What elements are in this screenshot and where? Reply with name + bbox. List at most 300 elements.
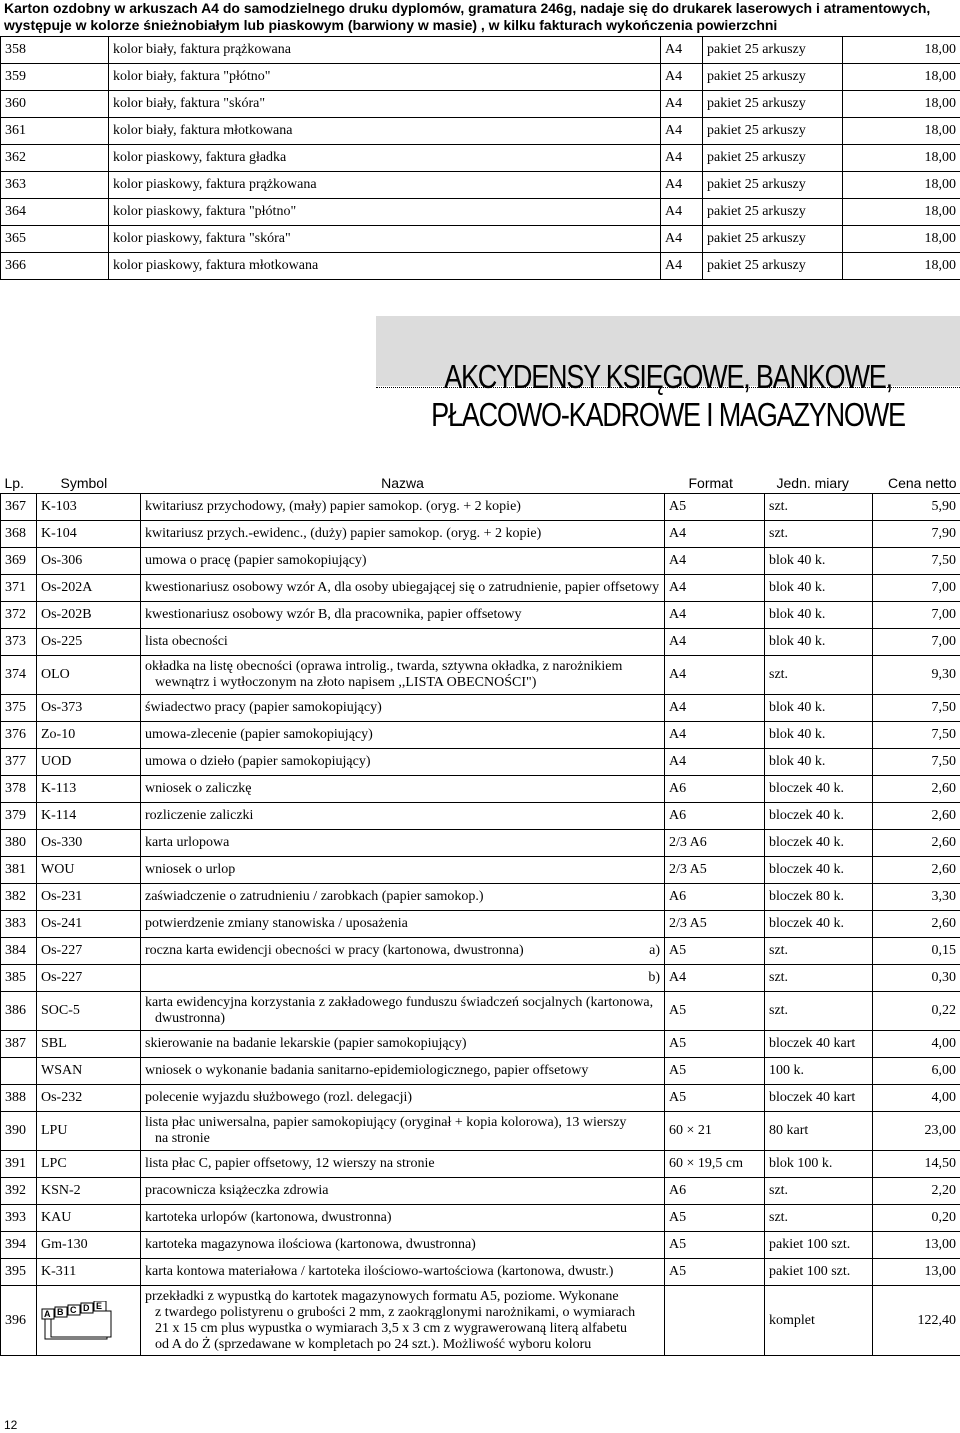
index-tabs-icon bbox=[41, 1301, 115, 1341]
row-symbol: Os-306 bbox=[37, 548, 141, 575]
row-name-text bbox=[145, 526, 541, 542]
row-name: kolor piaskowy, faktura gładka bbox=[109, 145, 661, 172]
row-unit: blok 40 k. bbox=[765, 575, 873, 602]
row-name bbox=[141, 803, 665, 830]
row-lp: 394 bbox=[1, 1232, 37, 1259]
table-row bbox=[1, 602, 960, 629]
row-symbol: WOU bbox=[37, 857, 141, 884]
svg-text:B: B bbox=[57, 1306, 64, 1317]
row-name bbox=[141, 884, 665, 911]
row-name-line: przekładki z wypustką do kartotek magazynowych formatu A5, poziome. Wykonane bbox=[145, 1288, 619, 1304]
row-format: A4 bbox=[665, 602, 765, 629]
row-unit: bloczek 80 k. bbox=[765, 884, 873, 911]
row-unit: pakiet 25 arkuszy bbox=[703, 172, 843, 199]
row-lp: 368 bbox=[1, 521, 37, 548]
row-price: 4,00 bbox=[873, 1031, 960, 1058]
row-name-text bbox=[145, 1036, 466, 1052]
row-price: 2,60 bbox=[873, 911, 960, 938]
row-format: A4 bbox=[665, 749, 765, 776]
intro-text: Karton ozdobny w arkuszach A4 do samodzielnego druku dyplomów, gramatura 246g, nadaje się do drukarek laserowych i atramentowych, występuje w kolorze śnieżnobiałym lub piaskowym (barwiony w masie) , w kilku fakturach wykończenia powierzchni bbox=[4, 0, 931, 33]
row-format: A4 bbox=[665, 548, 765, 575]
row-name: kolor biały, faktura prążkowana bbox=[109, 37, 661, 64]
svg-text:A: A bbox=[44, 1308, 51, 1319]
row-unit: pakiet 25 arkuszy bbox=[703, 226, 843, 253]
row-unit: pakiet 25 arkuszy bbox=[703, 253, 843, 280]
row-unit: pakiet 25 arkuszy bbox=[703, 199, 843, 226]
row-name bbox=[141, 1151, 665, 1178]
row-lp: 377 bbox=[1, 749, 37, 776]
row-name bbox=[141, 965, 665, 992]
row-name: kolor piaskowy, faktura "skóra" bbox=[109, 226, 661, 253]
row-format: A5 bbox=[665, 494, 765, 521]
table-row bbox=[1, 1259, 960, 1286]
row-format: A4 bbox=[661, 172, 703, 199]
row-symbol-icon-cell bbox=[37, 1286, 141, 1356]
row-name-text bbox=[145, 943, 524, 959]
row-format: A4 bbox=[661, 199, 703, 226]
table-row bbox=[1, 1085, 960, 1112]
row-lp: 385 bbox=[1, 965, 37, 992]
row-lp: 371 bbox=[1, 575, 37, 602]
row-name-line: karta ewidencyjna korzystania z zakładowego funduszu świadczeń socjalnych (kartonowa, bbox=[145, 995, 654, 1010]
row-unit: szt. bbox=[765, 965, 873, 992]
row-price: 7,00 bbox=[873, 629, 960, 656]
row-price: 18,00 bbox=[843, 91, 960, 118]
row-name-line: umowa o dzieło (papier samokopiujący) bbox=[145, 754, 371, 769]
row-format: A5 bbox=[665, 1085, 765, 1112]
row-name-line: roczna karta ewidencji obecności w pracy (kartonowa, dwustronna) bbox=[145, 943, 524, 958]
row-lp: 387 bbox=[1, 1031, 37, 1058]
row-name-text bbox=[145, 700, 382, 716]
row-price: 7,00 bbox=[873, 575, 960, 602]
row-price: 18,00 bbox=[843, 226, 960, 253]
row-unit: blok 40 k. bbox=[765, 749, 873, 776]
row-price: 2,60 bbox=[873, 776, 960, 803]
row-lp bbox=[1, 1058, 37, 1085]
row-name-text bbox=[145, 499, 521, 515]
row-symbol: K-113 bbox=[37, 776, 141, 803]
row-price: 13,00 bbox=[873, 1259, 960, 1286]
row-name-line: potwierdzenie zmiany stanowiska / uposażenia bbox=[145, 916, 408, 931]
row-format: A5 bbox=[665, 1205, 765, 1232]
row-symbol: KSN-2 bbox=[37, 1178, 141, 1205]
row-lp: 390 bbox=[1, 1112, 37, 1151]
row-lp: 375 bbox=[1, 695, 37, 722]
row-name-line: od A do Ż (sprzedawane w kompletach po 24 szt.). Możliwość wyboru koloru bbox=[155, 1336, 592, 1352]
row-name: kolor piaskowy, faktura prążkowana bbox=[109, 172, 661, 199]
row-name bbox=[141, 911, 665, 938]
table-row bbox=[1, 722, 960, 749]
row-name-line: kartoteka magazynowa ilościowa (kartonowa, dwustronna) bbox=[145, 1237, 476, 1252]
row-name-line: kartoteka urlopów (kartonowa, dwustronna) bbox=[145, 1210, 392, 1225]
row-name-line: kwitariusz przych.-ewidenc., (duży) papier samokop. (oryg. + 2 kopie) bbox=[145, 526, 542, 541]
row-symbol: LPU bbox=[37, 1112, 141, 1151]
row-price: 7,90 bbox=[873, 521, 960, 548]
table-row bbox=[1, 992, 960, 1031]
row-format: A5 bbox=[665, 992, 765, 1031]
row-name: kolor biały, faktura młotkowana bbox=[109, 118, 661, 145]
row-unit: blok 40 k. bbox=[765, 695, 873, 722]
row-format: A5 bbox=[665, 1031, 765, 1058]
row-lp: 373 bbox=[1, 629, 37, 656]
row-format: A4 bbox=[661, 64, 703, 91]
row-lp: 392 bbox=[1, 1178, 37, 1205]
table-row bbox=[1, 656, 960, 695]
row-name-text bbox=[145, 1063, 588, 1079]
table-row bbox=[1, 857, 960, 884]
header-format: Format bbox=[665, 473, 765, 494]
row-price: 7,50 bbox=[873, 695, 960, 722]
row-format: A6 bbox=[665, 884, 765, 911]
row-lp: 379 bbox=[1, 803, 37, 830]
row-symbol: KAU bbox=[37, 1205, 141, 1232]
row-name bbox=[141, 1178, 665, 1205]
table-row bbox=[1, 226, 960, 253]
row-price: 18,00 bbox=[843, 118, 960, 145]
row-name-text bbox=[145, 580, 659, 596]
row-unit: blok 100 k. bbox=[765, 1151, 873, 1178]
row-symbol: WSAN bbox=[37, 1058, 141, 1085]
row-name bbox=[141, 1112, 665, 1151]
row-name: kolor biały, faktura "płótno" bbox=[109, 64, 661, 91]
row-lp: 391 bbox=[1, 1151, 37, 1178]
row-unit: 100 k. bbox=[765, 1058, 873, 1085]
row-format bbox=[665, 1286, 765, 1356]
row-name-text bbox=[145, 727, 373, 743]
table-row bbox=[1, 118, 960, 145]
row-lp: 380 bbox=[1, 830, 37, 857]
table-row bbox=[1, 1151, 960, 1178]
row-format: A6 bbox=[665, 1178, 765, 1205]
header-unit: Jedn. miary bbox=[765, 473, 873, 494]
row-lp: 362 bbox=[1, 145, 109, 172]
row-price: 7,00 bbox=[873, 602, 960, 629]
row-lp: 376 bbox=[1, 722, 37, 749]
row-name-line: lista płac uniwersalna, papier samokopiujący (oryginał + kopia kolorowa), 13 wierszy bbox=[145, 1115, 627, 1130]
table-row bbox=[1, 145, 960, 172]
row-name-line: umowa o pracę (papier samokopiujący) bbox=[145, 553, 367, 568]
row-name-line: kwestionariusz osobowy wzór B, dla pracownika, papier offsetowy bbox=[145, 607, 522, 622]
table-row bbox=[1, 199, 960, 226]
table-row bbox=[1, 911, 960, 938]
row-variant-note: b) bbox=[648, 970, 660, 985]
table-row bbox=[1, 1178, 960, 1205]
row-lp: 386 bbox=[1, 992, 37, 1031]
row-name: kolor piaskowy, faktura "płótno" bbox=[109, 199, 661, 226]
row-price: 18,00 bbox=[843, 172, 960, 199]
row-symbol: Os-202B bbox=[37, 602, 141, 629]
row-unit: bloczek 40 k. bbox=[765, 803, 873, 830]
row-name-line: na stronie bbox=[155, 1131, 210, 1146]
table-row bbox=[1, 1112, 960, 1151]
row-format: A4 bbox=[665, 629, 765, 656]
row-price: 122,40 bbox=[873, 1286, 960, 1356]
table-row bbox=[1, 803, 960, 830]
row-unit: bloczek 40 k. bbox=[765, 776, 873, 803]
row-lp: 393 bbox=[1, 1205, 37, 1232]
row-name bbox=[141, 857, 665, 884]
row-name-line: okładka na listę obecności (oprawa introlig., twarda, sztywna okładka, z narożnikiem bbox=[145, 659, 623, 674]
row-price: 18,00 bbox=[843, 199, 960, 226]
row-name-line: kwitariusz przychodowy, (mały) papier samokop. (oryg. + 2 kopie) bbox=[145, 499, 521, 514]
row-lp: 364 bbox=[1, 199, 109, 226]
row-price: 18,00 bbox=[843, 64, 960, 91]
row-name bbox=[141, 1259, 665, 1286]
table-header-row bbox=[1, 473, 960, 494]
row-symbol: K-311 bbox=[37, 1259, 141, 1286]
row-name: kolor piaskowy, faktura młotkowana bbox=[109, 253, 661, 280]
row-price: 3,30 bbox=[873, 884, 960, 911]
row-price: 0,15 bbox=[873, 938, 960, 965]
row-unit: pakiet 25 arkuszy bbox=[703, 91, 843, 118]
row-name-line: świadectwo pracy (papier samokopiujący) bbox=[145, 700, 382, 715]
table-row bbox=[1, 1058, 960, 1085]
row-name-line: karta kontowa materiałowa / kartoteka ilościowo-wartościowa (kartonowa, dwustr.) bbox=[145, 1264, 614, 1279]
row-symbol: Os-227 bbox=[37, 965, 141, 992]
row-lp: 360 bbox=[1, 91, 109, 118]
row-lp: 369 bbox=[1, 548, 37, 575]
row-unit: pakiet 100 szt. bbox=[765, 1232, 873, 1259]
row-unit: blok 40 k. bbox=[765, 722, 873, 749]
row-name-text bbox=[145, 634, 228, 650]
row-name bbox=[141, 575, 665, 602]
table-row bbox=[1, 884, 960, 911]
table-row bbox=[1, 695, 960, 722]
row-name-text bbox=[145, 1237, 476, 1253]
svg-text:C: C bbox=[70, 1304, 77, 1315]
row-lp: 395 bbox=[1, 1259, 37, 1286]
row-symbol: LPC bbox=[37, 1151, 141, 1178]
table-row bbox=[1, 253, 960, 280]
page-number: 12 bbox=[4, 1418, 18, 1432]
row-price: 2,60 bbox=[873, 857, 960, 884]
row-name: kolor biały, faktura "skóra" bbox=[109, 91, 661, 118]
row-name-line: zaświadczenie o zatrudnieniu / zarobkach (papier samokop.) bbox=[145, 889, 484, 904]
row-lp: 381 bbox=[1, 857, 37, 884]
row-symbol: Os-232 bbox=[37, 1085, 141, 1112]
row-format: A5 bbox=[665, 938, 765, 965]
row-unit: komplet bbox=[765, 1286, 873, 1356]
svg-text:D: D bbox=[83, 1302, 90, 1313]
row-format: A4 bbox=[665, 965, 765, 992]
row-name-line: dwustronna) bbox=[155, 1011, 225, 1026]
row-unit: pakiet 25 arkuszy bbox=[703, 145, 843, 172]
row-lp: 359 bbox=[1, 64, 109, 91]
row-unit: szt. bbox=[765, 521, 873, 548]
row-name-line: wniosek o wykonanie badania sanitarno-epidemiologicznego, papier offsetowy bbox=[145, 1063, 589, 1078]
header-symbol: Symbol bbox=[37, 473, 141, 494]
table-row bbox=[1, 1232, 960, 1259]
row-name bbox=[141, 938, 665, 965]
row-price: 18,00 bbox=[843, 253, 960, 280]
row-lp: 396 bbox=[1, 1286, 37, 1356]
row-symbol: OLO bbox=[37, 656, 141, 695]
row-name bbox=[141, 830, 665, 857]
row-format: A4 bbox=[665, 722, 765, 749]
row-name-line: karta urlopowa bbox=[145, 835, 230, 850]
row-name-text bbox=[145, 889, 484, 905]
row-unit: szt. bbox=[765, 992, 873, 1031]
row-name-text bbox=[145, 995, 653, 1027]
row-unit: bloczek 40 k. bbox=[765, 830, 873, 857]
row-format: A5 bbox=[665, 1259, 765, 1286]
row-unit: 80 kart bbox=[765, 1112, 873, 1151]
row-lp: 367 bbox=[1, 494, 37, 521]
row-symbol: Os-330 bbox=[37, 830, 141, 857]
row-name-text bbox=[145, 916, 408, 932]
row-symbol: Os-225 bbox=[37, 629, 141, 656]
section-title bbox=[429, 358, 908, 434]
section-title-line1: AKCYDENSY KSIĘGOWE, BANKOWE, bbox=[444, 358, 892, 395]
row-format: A4 bbox=[661, 226, 703, 253]
row-symbol: Os-227 bbox=[37, 938, 141, 965]
row-unit: pakiet 100 szt. bbox=[765, 1259, 873, 1286]
row-name-text bbox=[145, 1264, 613, 1280]
row-unit: szt. bbox=[765, 1178, 873, 1205]
row-format: A5 bbox=[665, 1058, 765, 1085]
table-row bbox=[1, 965, 960, 992]
header-price: Cena netto bbox=[873, 473, 960, 494]
row-price: 4,00 bbox=[873, 1085, 960, 1112]
table-row bbox=[1, 575, 960, 602]
row-symbol: Os-202A bbox=[37, 575, 141, 602]
row-unit: bloczek 40 k. bbox=[765, 911, 873, 938]
row-name bbox=[141, 776, 665, 803]
row-symbol: Os-241 bbox=[37, 911, 141, 938]
row-lp: 366 bbox=[1, 253, 109, 280]
row-format: A5 bbox=[665, 1232, 765, 1259]
table-row bbox=[1, 1205, 960, 1232]
table-row bbox=[1, 91, 960, 118]
row-name-line: pracownicza książeczka zdrowia bbox=[145, 1183, 329, 1198]
table-row bbox=[1, 172, 960, 199]
row-price: 14,50 bbox=[873, 1151, 960, 1178]
diploma-cardboard-table bbox=[0, 36, 960, 280]
row-format: A4 bbox=[661, 37, 703, 64]
row-name bbox=[141, 722, 665, 749]
row-price: 0,20 bbox=[873, 1205, 960, 1232]
row-format: A4 bbox=[661, 118, 703, 145]
row-lp: 384 bbox=[1, 938, 37, 965]
row-price: 7,50 bbox=[873, 749, 960, 776]
row-symbol: SOC-5 bbox=[37, 992, 141, 1031]
row-unit: pakiet 25 arkuszy bbox=[703, 37, 843, 64]
table-row bbox=[1, 830, 960, 857]
row-name bbox=[141, 1205, 665, 1232]
row-name-text bbox=[145, 607, 521, 623]
row-lp: 388 bbox=[1, 1085, 37, 1112]
row-name bbox=[141, 521, 665, 548]
row-price: 7,50 bbox=[873, 722, 960, 749]
row-unit: pakiet 25 arkuszy bbox=[703, 118, 843, 145]
row-name-text bbox=[145, 553, 367, 569]
row-price: 2,60 bbox=[873, 830, 960, 857]
table-row bbox=[1, 749, 960, 776]
row-unit: pakiet 25 arkuszy bbox=[703, 64, 843, 91]
row-name-text bbox=[145, 835, 229, 851]
row-format: A6 bbox=[665, 776, 765, 803]
row-price: 6,00 bbox=[873, 1058, 960, 1085]
row-unit: szt. bbox=[765, 938, 873, 965]
row-unit: blok 40 k. bbox=[765, 629, 873, 656]
table-row bbox=[1, 938, 960, 965]
row-name-text bbox=[145, 862, 235, 878]
row-lp: 361 bbox=[1, 118, 109, 145]
row-name bbox=[141, 1232, 665, 1259]
row-name-line: polecenie wyjazdu służbowego (rozl. delegacji) bbox=[145, 1090, 413, 1105]
row-price: 13,00 bbox=[873, 1232, 960, 1259]
row-price: 2,20 bbox=[873, 1178, 960, 1205]
row-name bbox=[141, 494, 665, 521]
row-price: 23,00 bbox=[873, 1112, 960, 1151]
row-variant-note: a) bbox=[649, 943, 660, 958]
row-name bbox=[141, 695, 665, 722]
row-name bbox=[141, 749, 665, 776]
row-unit: szt. bbox=[765, 494, 873, 521]
row-symbol: K-104 bbox=[37, 521, 141, 548]
row-unit: szt. bbox=[765, 1205, 873, 1232]
row-price: 5,90 bbox=[873, 494, 960, 521]
row-name-line: rozliczenie zaliczki bbox=[145, 808, 254, 823]
row-lp: 372 bbox=[1, 602, 37, 629]
row-format: A4 bbox=[665, 656, 765, 695]
row-symbol: Os-231 bbox=[37, 884, 141, 911]
svg-text:E: E bbox=[96, 1300, 103, 1311]
row-unit: bloczek 40 kart bbox=[765, 1031, 873, 1058]
row-lp: 382 bbox=[1, 884, 37, 911]
row-name bbox=[141, 1058, 665, 1085]
row-name-text bbox=[145, 1183, 328, 1199]
row-name-line: kwestionariusz osobowy wzór A, dla osoby ubiegającej się o zatrudnienie, papier offsetowy bbox=[145, 580, 660, 595]
table-row bbox=[1, 494, 960, 521]
row-symbol: Gm-130 bbox=[37, 1232, 141, 1259]
row-unit: blok 40 k. bbox=[765, 548, 873, 575]
row-symbol: Zo-10 bbox=[37, 722, 141, 749]
row-lp: 374 bbox=[1, 656, 37, 695]
row-price: 7,50 bbox=[873, 548, 960, 575]
row-price: 18,00 bbox=[843, 145, 960, 172]
row-format: 2/3 A5 bbox=[665, 911, 765, 938]
row-symbol: Os-373 bbox=[37, 695, 141, 722]
header-lp: Lp. bbox=[1, 473, 37, 494]
row-price: 0,22 bbox=[873, 992, 960, 1031]
row-unit: blok 40 k. bbox=[765, 602, 873, 629]
row-symbol: K-103 bbox=[37, 494, 141, 521]
row-format: 2/3 A6 bbox=[665, 830, 765, 857]
row-symbol: SBL bbox=[37, 1031, 141, 1058]
row-price: 18,00 bbox=[843, 37, 960, 64]
row-name bbox=[141, 1286, 665, 1356]
row-name-line: umowa-zlecenie (papier samokopiujący) bbox=[145, 727, 373, 742]
row-name bbox=[141, 656, 665, 695]
table-row bbox=[1, 1286, 960, 1356]
row-name bbox=[141, 602, 665, 629]
row-symbol: K-114 bbox=[37, 803, 141, 830]
row-price: 2,60 bbox=[873, 803, 960, 830]
table-row bbox=[1, 776, 960, 803]
row-name-text bbox=[145, 1115, 626, 1147]
row-name-text bbox=[145, 1090, 412, 1106]
row-name-line: lista płac C, papier offsetowy, 12 wierszy na stronie bbox=[145, 1156, 435, 1171]
row-name-text bbox=[145, 754, 370, 770]
row-name-line: skierowanie na badanie lekarskie (papier samokopiujący) bbox=[145, 1036, 467, 1051]
table-row bbox=[1, 1031, 960, 1058]
row-format: A4 bbox=[665, 575, 765, 602]
row-lp: 363 bbox=[1, 172, 109, 199]
table-row bbox=[1, 37, 960, 64]
row-name bbox=[141, 992, 665, 1031]
row-format: A6 bbox=[665, 803, 765, 830]
